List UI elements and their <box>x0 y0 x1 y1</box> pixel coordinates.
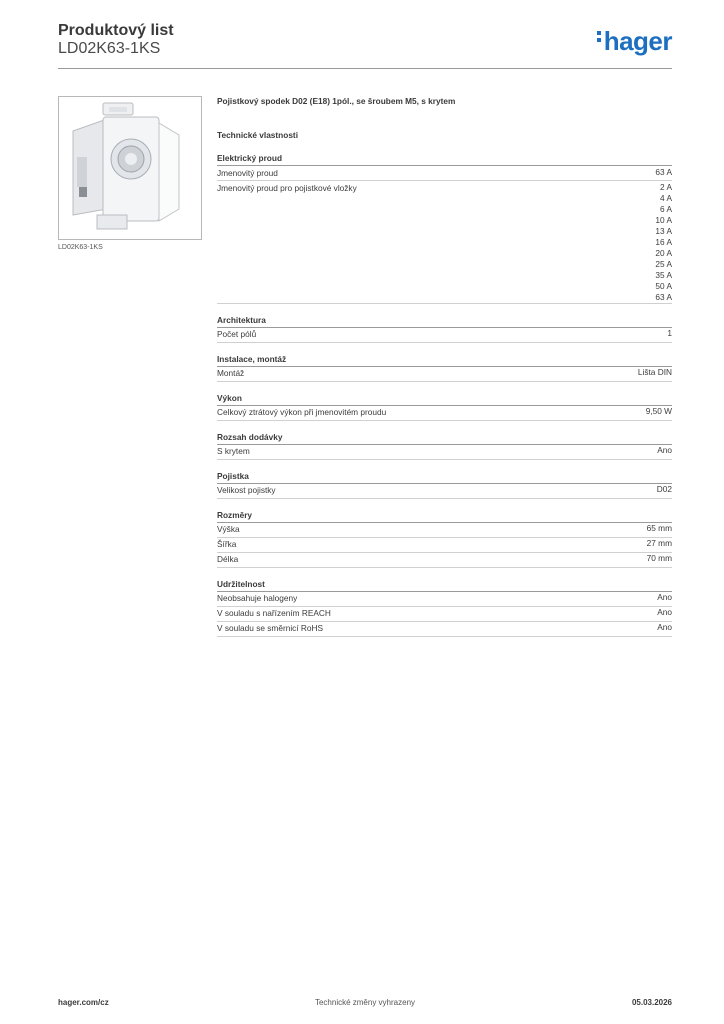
section-title: Udržitelnost <box>217 578 672 592</box>
spec-value-item: 10 A <box>655 214 672 225</box>
spec-row <box>217 181 672 304</box>
spec-sections <box>217 152 672 637</box>
spec-value-item: 35 A <box>655 269 672 280</box>
spec-value-item: 13 A <box>655 225 672 236</box>
spec-label: Šířka <box>217 539 237 549</box>
spec-value-item: 50 A <box>655 280 672 291</box>
spec-value-item: Ano <box>657 607 672 617</box>
spec-row <box>217 328 672 343</box>
section-title: Výkon <box>217 392 672 406</box>
spec-row <box>217 367 672 382</box>
spec-section <box>217 353 672 382</box>
fuse-base-illustration <box>59 97 201 239</box>
spec-value-item: 25 A <box>655 258 672 269</box>
spec-label: Celkový ztrátový výkon při jmenovitém proudu <box>217 407 387 417</box>
hager-logo <box>597 26 672 57</box>
logo-text: hager <box>603 26 672 56</box>
spec-row <box>217 607 672 622</box>
spec-row <box>217 445 672 460</box>
specifications-panel <box>217 96 672 647</box>
spec-row <box>217 166 672 181</box>
spec-value-item: 4 A <box>660 192 672 203</box>
spec-label: Montáž <box>217 368 245 378</box>
spec-row <box>217 622 672 637</box>
logo-dots-icon <box>597 28 602 45</box>
spec-label: Výška <box>217 524 240 534</box>
section-title: Rozsah dodávky <box>217 431 672 445</box>
spec-label: Délka <box>217 554 239 564</box>
spec-value <box>657 484 672 498</box>
page-header <box>58 20 672 70</box>
spec-section <box>217 578 672 637</box>
spec-value-item: 2 A <box>660 181 672 192</box>
spec-value-item: 20 A <box>655 247 672 258</box>
spec-value-item: Ano <box>657 592 672 602</box>
spec-section <box>217 509 672 568</box>
spec-section <box>217 392 672 421</box>
technical-properties-heading: Technické vlastnosti <box>217 130 298 140</box>
spec-label: S krytem <box>217 446 250 456</box>
spec-row <box>217 406 672 421</box>
spec-value <box>646 406 672 420</box>
spec-value <box>647 553 672 567</box>
spec-value-item: 6 A <box>660 203 672 214</box>
spec-row <box>217 538 672 553</box>
spec-value <box>657 622 672 636</box>
section-title: Architektura <box>217 314 672 328</box>
spec-section <box>217 314 672 343</box>
section-title: Elektrický proud <box>217 152 672 166</box>
spec-value-item: 9,50 W <box>645 406 672 416</box>
spec-value <box>657 445 672 459</box>
spec-value-item: D02 <box>656 484 672 494</box>
spec-value-item: Lišta DIN <box>637 367 672 377</box>
spec-label: Počet pólů <box>217 329 257 339</box>
spec-value-item: 27 mm <box>646 538 672 548</box>
spec-value <box>657 592 672 606</box>
spec-value <box>647 523 672 537</box>
spec-label: Velikost pojistky <box>217 485 276 495</box>
spec-label: Jmenovitý proud pro pojistkové vložky <box>217 182 357 193</box>
product-image <box>58 96 202 240</box>
footer-date: 05.03.2026 <box>631 998 672 1007</box>
spec-section <box>217 431 672 460</box>
spec-value-item: 63 A <box>655 291 672 302</box>
spec-label: V souladu s nařízením REACH <box>217 608 331 618</box>
header-divider <box>58 68 672 69</box>
spec-value <box>655 182 672 303</box>
spec-value-item: 65 mm <box>646 523 672 533</box>
spec-row <box>217 523 672 538</box>
spec-value-item: 16 A <box>655 236 672 247</box>
product-description: Pojistkový spodek D02 (E18) 1pól., se šroubem M5, s krytem <box>217 96 456 106</box>
spec-value-item: 1 <box>667 328 672 338</box>
document-title: Produktový list <box>58 22 174 39</box>
spec-label: Jmenovitý proud <box>217 167 278 178</box>
spec-row <box>217 484 672 499</box>
spec-value-item: Ano <box>657 445 672 455</box>
spec-value <box>647 538 672 552</box>
spec-value <box>657 607 672 621</box>
spec-value-item: Ano <box>657 622 672 632</box>
section-title: Instalace, montáž <box>217 353 672 367</box>
spec-value <box>638 367 672 381</box>
footer-website-link[interactable]: hager.com/cz <box>58 998 109 1007</box>
section-title: Rozměry <box>217 509 672 523</box>
spec-section <box>217 470 672 499</box>
footer-disclaimer: Technické změny vyhrazeny <box>314 998 416 1007</box>
spec-value <box>667 328 672 342</box>
image-caption: LD02K63-1KS <box>58 244 103 251</box>
spec-row <box>217 553 672 568</box>
product-code: LD02K63-1KS <box>58 40 161 57</box>
spec-value-item: 63 A <box>655 166 672 177</box>
spec-value <box>655 167 672 181</box>
spec-label: Neobsahuje halogeny <box>217 593 298 603</box>
spec-row <box>217 592 672 607</box>
spec-section <box>217 152 672 304</box>
spec-value-item: 70 mm <box>646 553 672 563</box>
section-title: Pojistka <box>217 470 672 484</box>
spec-label: V souladu se směrnicí RoHS <box>217 623 324 633</box>
